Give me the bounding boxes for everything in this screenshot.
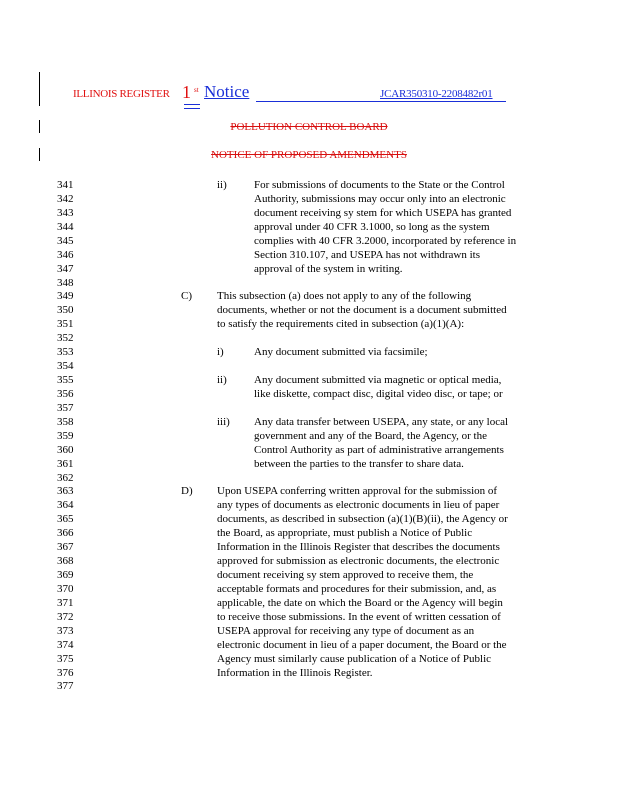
line-number: 359 xyxy=(57,429,74,442)
line-text: approval of the system in writing. xyxy=(254,262,403,275)
line-number: 366 xyxy=(57,527,74,540)
line-number: 374 xyxy=(57,638,74,651)
line-text: Information in the Illinois Register that describes the documents xyxy=(217,541,500,554)
list-marker: i) xyxy=(217,346,224,359)
list-marker: ii) xyxy=(217,374,227,387)
line-number: 371 xyxy=(57,596,74,609)
line-number: 362 xyxy=(57,471,74,484)
register-title: ILLINOIS REGISTER xyxy=(73,88,170,100)
line-number: 342 xyxy=(57,192,74,205)
line-number: 343 xyxy=(57,206,74,219)
line-text: Upon USEPA conferring written approval for the submission of xyxy=(217,485,498,498)
line-number: 354 xyxy=(57,360,74,373)
line-number: 364 xyxy=(57,499,74,512)
document-code: JCAR350310-2208482r01 xyxy=(380,88,493,100)
line-text: Section 310.107, and USEPA has not withdrawn its xyxy=(254,248,481,261)
line-text: Authority, submissions may occur only into an electronic xyxy=(254,192,506,205)
line-number: 376 xyxy=(57,666,74,679)
line-number: 348 xyxy=(57,276,74,289)
line-number: 358 xyxy=(57,415,74,428)
line-number: 349 xyxy=(57,290,74,303)
line-text: document receiving sy stem approved to receive them, the xyxy=(217,569,474,582)
change-bar xyxy=(39,72,40,106)
line-number: 341 xyxy=(57,179,74,191)
line-text: documents, as described in subsection (a)(1)(B)(ii), the Agency or xyxy=(217,513,508,526)
page-header xyxy=(73,82,553,112)
line-number: 368 xyxy=(57,555,74,568)
page-number: 1 xyxy=(182,82,191,102)
agency-heading: POLLUTION CONTROL BOARD xyxy=(230,121,388,133)
line-text: Any document submitted via magnetic or optical media, xyxy=(254,374,502,387)
line-number: 352 xyxy=(57,332,74,345)
line-number: 350 xyxy=(57,304,74,317)
line-text: to receive those submissions. In the event of written cessation of xyxy=(217,610,501,623)
line-number: 355 xyxy=(57,374,74,387)
double-underline xyxy=(184,104,200,109)
line-text: approval under 40 CFR 3.1000, so long as the system xyxy=(254,220,490,233)
line-text: the Board, as appropriate, must publish a Notice of Public xyxy=(217,527,473,540)
line-number: 377 xyxy=(57,680,74,693)
line-text: This subsection (a) does not apply to any of the following xyxy=(217,290,472,303)
line-text: USEPA approval for receiving any type of document as an xyxy=(217,624,475,637)
line-text: Control Authority as part of administrative arrangements xyxy=(254,443,504,456)
line-number: 347 xyxy=(57,262,74,275)
line-text: between the parties to the transfer to share data. xyxy=(254,457,464,470)
line-text: government and any of the Board, the Agency, or the xyxy=(254,429,487,442)
line-number: 363 xyxy=(57,485,74,498)
line-text: any types of documents as electronic documents in lieu of paper xyxy=(217,499,500,512)
line-number: 373 xyxy=(57,624,74,637)
line-number: 357 xyxy=(57,401,74,414)
line-text: acceptable formats and procedures for their submission, and, as xyxy=(217,582,497,595)
line-number: 345 xyxy=(57,234,74,247)
line-text: document receiving sy stem for which USEPA has granted xyxy=(254,206,512,219)
line-number: 360 xyxy=(57,443,74,456)
line-number: 369 xyxy=(57,569,74,582)
list-marker: C) xyxy=(181,290,192,303)
line-number: 356 xyxy=(57,387,74,400)
list-marker: iii) xyxy=(217,415,230,428)
line-text: Agency must similarly cause publication of a Notice of Public xyxy=(217,652,492,665)
list-marker: D) xyxy=(181,485,193,498)
line-text: complies with 40 CFR 3.2000, incorporated by reference in xyxy=(254,234,517,247)
list-marker: ii) xyxy=(217,179,227,191)
line-text: documents, whether or not the document is a document submitted xyxy=(217,304,507,317)
line-number: 372 xyxy=(57,610,74,623)
line-text: to satisfy the requirements cited in subsection (a)(1)(A): xyxy=(217,318,465,331)
line-number: 353 xyxy=(57,346,74,359)
line-number: 375 xyxy=(57,652,74,665)
line-number: 367 xyxy=(57,541,74,554)
page-number-suffix: st xyxy=(194,86,199,94)
line-text: For submissions of documents to the State or the Control xyxy=(254,179,505,191)
header-underline xyxy=(256,101,506,102)
line-text: applicable, the date on which the Board or the Agency will begin xyxy=(217,596,503,609)
line-text: Any data transfer between USEPA, any state, or any local xyxy=(254,415,509,428)
notice-label: Notice xyxy=(204,82,250,101)
line-number: 344 xyxy=(57,220,74,233)
line-number: 370 xyxy=(57,582,74,595)
line-text: like diskette, compact disc, digital video disc, or tape; or xyxy=(254,387,503,400)
line-text: Information in the Illinois Register. xyxy=(217,666,373,679)
notice-heading: NOTICE OF PROPOSED AMENDMENTS xyxy=(211,149,407,161)
line-number: 365 xyxy=(57,513,74,526)
line-text: Any document submitted via facsimile; xyxy=(254,346,428,359)
line-number: 361 xyxy=(57,457,74,470)
line-number: 351 xyxy=(57,318,74,331)
line-text: approved for submission as electronic documents, the electronic xyxy=(217,555,500,568)
line-text: electronic document in lieu of a paper document, the Board or the xyxy=(217,638,507,651)
line-number: 346 xyxy=(57,248,74,261)
